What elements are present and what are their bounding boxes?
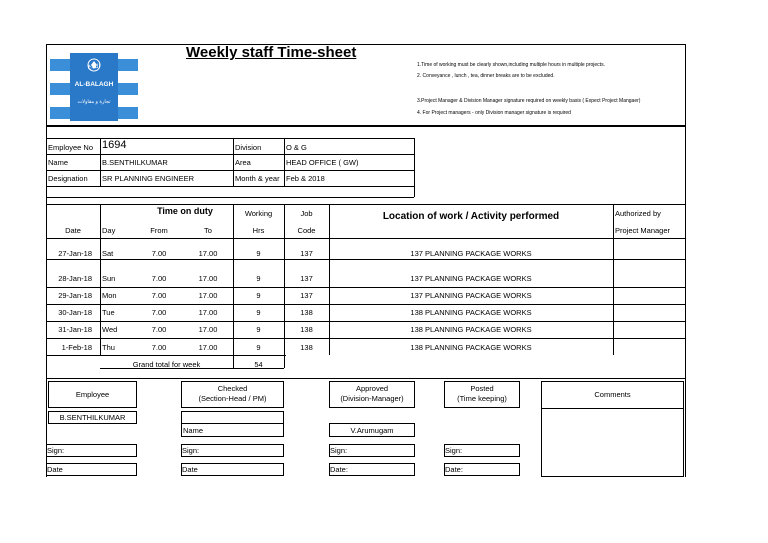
row-date: 27-Jan-18 [58, 249, 92, 258]
employee-sign-label: Sign: [47, 446, 65, 455]
row-date: 30-Jan-18 [58, 308, 92, 317]
row-hrs: 9 [256, 249, 261, 258]
checked-date-label: Date [182, 465, 198, 474]
row-from: 7.00 [151, 308, 167, 317]
row-to: 17.00 [198, 274, 218, 283]
month-value: Feb & 2018 [286, 174, 325, 183]
employee-no-label: Employee No [48, 143, 94, 152]
posted-role: (Time keeping) [457, 394, 507, 403]
note-4: 4. For Project managers - only Division manager signature is required [417, 110, 571, 116]
code-col-header: Code [297, 226, 316, 235]
row-day: Sat [102, 249, 114, 258]
employee-no-value: 1694 [102, 139, 127, 151]
from-col-header: From [150, 226, 168, 235]
checked-name-label: Name [183, 426, 204, 435]
division-value: O & G [286, 143, 307, 152]
row-code: 137 [300, 274, 313, 283]
logo-text: AL-BALAGH [74, 81, 114, 88]
pm-col-header: Project Manager [615, 226, 671, 235]
row-from: 7.00 [151, 291, 167, 300]
grand-total-value: 54 [254, 360, 263, 369]
approved-label: Approved [355, 384, 389, 393]
checked-role: (Section-Head / PM) [198, 394, 267, 403]
time-on-duty-header: Time on duty [157, 206, 213, 216]
header-frame [46, 44, 686, 126]
row-code: 137 [300, 291, 313, 300]
approved-sign-label: Sign: [330, 446, 348, 455]
row-hrs: 9 [256, 343, 261, 352]
row-activity: 138 PLANNING PACKAGE WORKS [410, 308, 532, 317]
row-from: 7.00 [151, 325, 167, 334]
row-hrs: 9 [256, 291, 261, 300]
comments-label: Comments [594, 390, 631, 399]
row-date: 1-Feb-18 [61, 343, 92, 352]
logo-arabic-bottom: تجارة و مقاولات [77, 99, 111, 105]
row-activity: 137 PLANNING PACKAGE WORKS [410, 291, 532, 300]
day-col-header: Day [102, 226, 116, 235]
row-hrs: 9 [256, 325, 261, 334]
row-to: 17.00 [198, 343, 218, 352]
approver-name: V.Arumugam [350, 426, 394, 435]
area-value: HEAD OFFICE ( GW) [286, 158, 359, 167]
designation-value: SR PLANNING ENGINEER [102, 174, 195, 183]
posted-label: Posted [470, 384, 494, 393]
row-day: Mon [102, 291, 117, 300]
row-hrs: 9 [256, 308, 261, 317]
note-1: 1.Time of working must be clearly shown,including multiple hours in multiple projects. [417, 62, 605, 68]
division-label: Division [235, 143, 262, 152]
date-col-header: Date [65, 226, 81, 235]
row-code: 138 [300, 325, 313, 334]
row-day: Thu [102, 343, 115, 352]
row-to: 17.00 [198, 291, 218, 300]
note-3: 3.Project Manager & Division Manager signature required on weekly basis ( Expect Project Mangaer) [417, 98, 641, 104]
job-header: Job [300, 209, 313, 218]
working-header: Working [244, 209, 273, 218]
logo-arabic-top: البلاغ [87, 64, 101, 70]
row-date: 28-Jan-18 [58, 274, 92, 283]
row-activity: 137 PLANNING PACKAGE WORKS [410, 249, 532, 258]
designation-label: Designation [48, 174, 88, 183]
name-value: B.SENTHILKUMAR [102, 158, 168, 167]
posted-sign-label: Sign: [445, 446, 463, 455]
employee-label: Employee [75, 390, 110, 399]
row-activity: 138 PLANNING PACKAGE WORKS [410, 343, 532, 352]
row-from: 7.00 [151, 249, 167, 258]
checked-label: Checked [217, 384, 248, 393]
posted-date-label: Date: [445, 465, 463, 474]
name-label: Name [48, 158, 69, 167]
row-activity: 137 PLANNING PACKAGE WORKS [410, 274, 532, 283]
row-day: Sun [102, 274, 116, 283]
location-header: Location of work / Activity performed [382, 211, 560, 222]
employee-date-label: Date [47, 465, 63, 474]
row-to: 17.00 [198, 308, 218, 317]
grand-total-label: Grand total for week [132, 360, 201, 369]
row-hrs: 9 [256, 274, 261, 283]
hrs-col-header: Hrs [252, 226, 265, 235]
row-to: 17.00 [198, 325, 218, 334]
row-code: 138 [300, 308, 313, 317]
month-label: Month & year [235, 174, 280, 183]
authorized-by-header: Authorized by [615, 209, 661, 218]
employee-name: B.SENTHILKUMAR [59, 413, 126, 422]
row-date: 29-Jan-18 [58, 291, 92, 300]
to-col-header: To [204, 226, 212, 235]
row-from: 7.00 [151, 274, 167, 283]
row-code: 138 [300, 343, 313, 352]
row-day: Tue [102, 308, 115, 317]
row-from: 7.00 [151, 343, 167, 352]
row-to: 17.00 [198, 249, 218, 258]
checked-sign-label: Sign: [182, 446, 200, 455]
area-label: Area [235, 158, 251, 167]
note-2: 2. Conveyance , lunch , tea, dinner breaks are to be excluded. [417, 73, 555, 79]
approved-date-label: Date: [330, 465, 348, 474]
approved-role: (Division-Manager) [340, 394, 404, 403]
row-activity: 138 PLANNING PACKAGE WORKS [410, 325, 532, 334]
row-date: 31-Jan-18 [58, 325, 92, 334]
page-title: Weekly staff Time-sheet [186, 44, 357, 61]
row-day: Wed [102, 325, 118, 334]
row-code: 137 [300, 249, 313, 258]
